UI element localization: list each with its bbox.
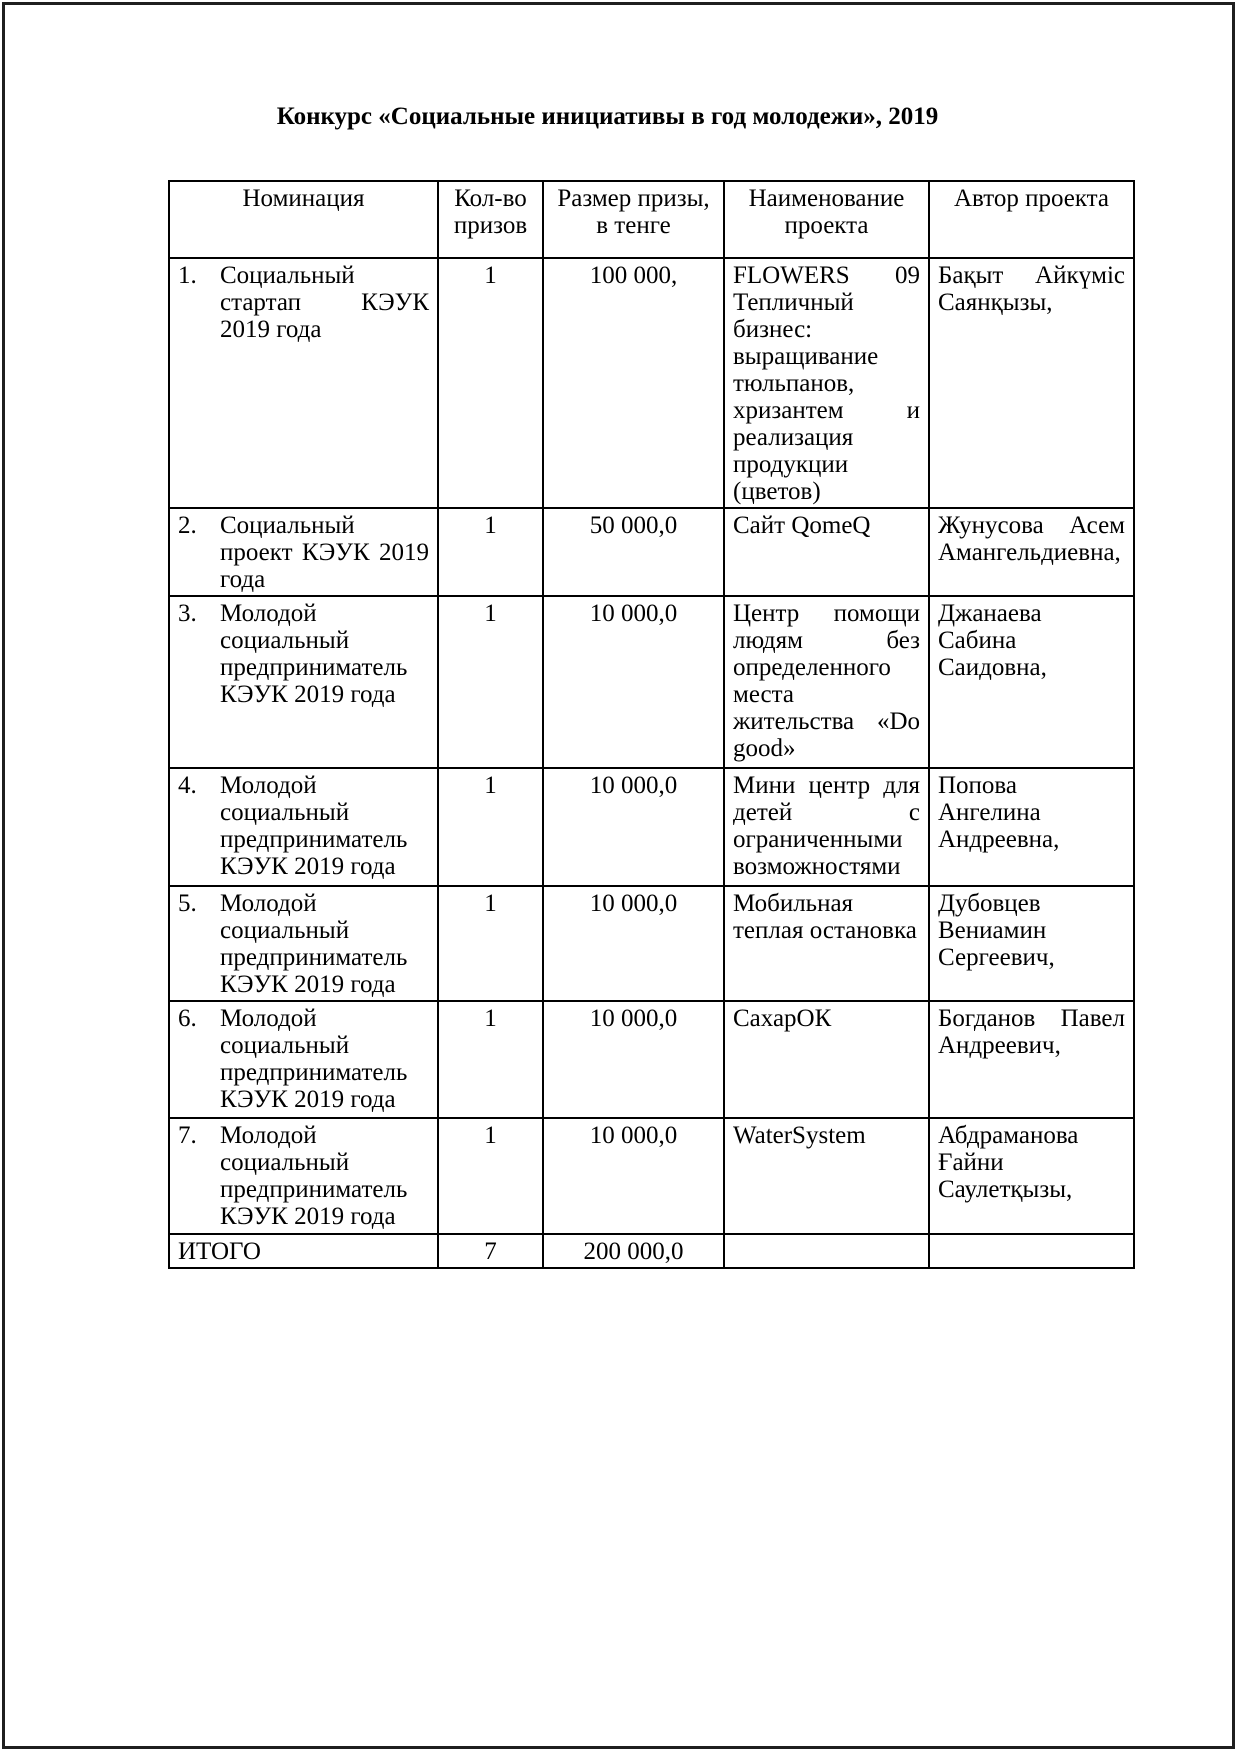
table-row <box>169 1001 1134 1118</box>
nomination-cell <box>169 1001 438 1118</box>
nomination-cell <box>169 886 438 1001</box>
nomination-cell <box>169 508 438 596</box>
table-row <box>169 508 1134 596</box>
row-number: 3. <box>178 600 197 627</box>
total-author-cell <box>929 1234 1134 1268</box>
count-cell: 1 <box>438 508 543 596</box>
project-cell: Сайт QomeQ <box>724 508 929 596</box>
prize-cell: 10 000,0 <box>543 1001 724 1118</box>
table-row <box>169 258 1134 508</box>
count-cell: 1 <box>438 1001 543 1118</box>
project-cell: Центр помощи людям без определенного места жительства «Do good» <box>724 596 929 768</box>
header-count: Кол-во призов <box>438 181 543 258</box>
total-row <box>169 1234 1134 1268</box>
author-cell: Попова Ангелина Андреевна, <box>929 768 1134 886</box>
total-prize-cell: 200 000,0 <box>543 1234 724 1268</box>
nomination-text: Молодой социальный предприниматель КЭУК 2019 года <box>220 600 408 708</box>
project-cell: FLOWERS 09 Тепличный бизнес: выращивание тюльпанов, хризантем и реализация продукции (цветов) <box>724 258 929 508</box>
header-nomination: Номинация <box>169 181 438 258</box>
count-cell: 1 <box>438 596 543 768</box>
table-header-row <box>169 181 1134 258</box>
total-count-cell: 7 <box>438 1234 543 1268</box>
prize-cell: 10 000,0 <box>543 768 724 886</box>
header-project: Наименование проекта <box>724 181 929 258</box>
page-title: Конкурс «Социальные инициативы в год молодежи», 2019 <box>276 103 939 130</box>
table-row <box>169 768 1134 886</box>
prize-table <box>168 180 1135 1269</box>
author-cell: Дубовцев Вениамин Сергеевич, <box>929 886 1134 1001</box>
nomination-cell <box>169 258 438 508</box>
total-project-cell <box>724 1234 929 1268</box>
author-cell: Джанаева Сабина Саидовна, <box>929 596 1134 768</box>
author-cell: Бақыт Айкүміс Саянқызы, <box>929 258 1134 508</box>
prize-cell: 50 000,0 <box>543 508 724 596</box>
nomination-cell <box>169 596 438 768</box>
nomination-cell <box>169 768 438 886</box>
count-cell: 1 <box>438 258 543 508</box>
author-cell: Жунусова Асем Амангельдиевна, <box>929 508 1134 596</box>
count-cell: 1 <box>438 886 543 1001</box>
nomination-text: Молодой социальный предприниматель КЭУК 2019 года <box>220 1005 408 1113</box>
table-row <box>169 886 1134 1001</box>
author-cell: Абдраманова Ғайни Саулетқызы, <box>929 1118 1134 1234</box>
project-cell: СахарОК <box>724 1001 929 1118</box>
prize-cell: 10 000,0 <box>543 886 724 1001</box>
header-prize: Размер призы, в тенге <box>543 181 724 258</box>
row-number: 7. <box>178 1122 197 1149</box>
prize-cell: 100 000, <box>543 258 724 508</box>
project-cell: Мобильная теплая остановка <box>724 886 929 1001</box>
nomination-cell <box>169 1118 438 1234</box>
header-author: Автор проекта <box>929 181 1134 258</box>
row-number: 5. <box>178 890 197 917</box>
table-row <box>169 1118 1134 1234</box>
total-label-cell: ИТОГО <box>169 1234 438 1268</box>
row-number: 2. <box>178 512 197 539</box>
nomination-text: Молодой социальный предприниматель КЭУК 2019 года <box>220 890 408 998</box>
count-cell: 1 <box>438 1118 543 1234</box>
row-number: 1. <box>178 262 197 289</box>
prize-cell: 10 000,0 <box>543 596 724 768</box>
nomination-text: Молодой социальный предприниматель КЭУК 2019 года <box>220 772 408 880</box>
author-cell: Богданов Павел Андреевич, <box>929 1001 1134 1118</box>
nomination-text: Социальный стартап КЭУК 2019 года <box>220 262 429 343</box>
project-cell: WaterSystem <box>724 1118 929 1234</box>
row-number: 4. <box>178 772 197 799</box>
nomination-text: Молодой социальный предприниматель КЭУК 2019 года <box>220 1122 408 1230</box>
table-row <box>169 596 1134 768</box>
prize-cell: 10 000,0 <box>543 1118 724 1234</box>
project-cell: Мини центр для детей с ограниченными возможностями <box>724 768 929 886</box>
count-cell: 1 <box>438 768 543 886</box>
nomination-text: Социальный проект КЭУК 2019 года <box>220 512 429 593</box>
row-number: 6. <box>178 1005 197 1032</box>
